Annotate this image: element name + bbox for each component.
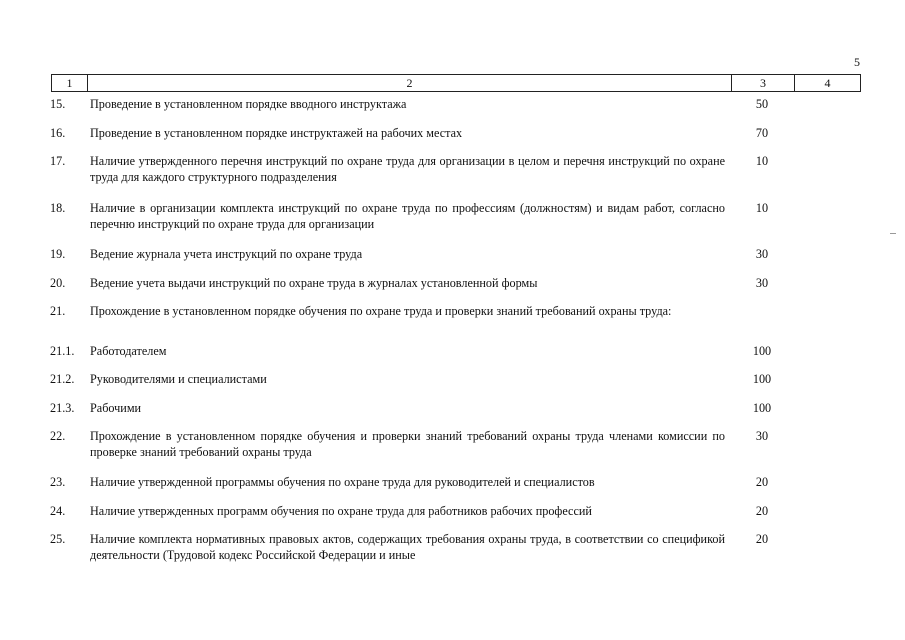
row-number: 24. bbox=[50, 504, 66, 518]
row-text: Проведение в установленном порядке вводного инструктажа bbox=[90, 97, 407, 111]
row-text: Наличие утвержденных программ обучения по охране труда для работников рабочих профессий bbox=[90, 504, 592, 518]
row-text: Наличие утвержденного перечня инструкций по охране труда для организации в целом и перечня инструкций по охране труда для каждого структурного подразделения bbox=[90, 154, 725, 184]
row-value: 30 bbox=[755, 429, 769, 443]
row-number: 17. bbox=[50, 154, 66, 168]
row-number: 21.2. bbox=[50, 372, 75, 386]
row-value: 100 bbox=[752, 344, 772, 358]
row-text: Руководителями и специалистами bbox=[90, 372, 267, 386]
row-text: Прохождение в установленном порядке обучения и проверки знаний требований охраны труда членами комиссии по проверке знаний требований охраны труда bbox=[90, 429, 725, 459]
header-col-3: 3 bbox=[732, 75, 795, 91]
row-number: 19. bbox=[50, 247, 66, 261]
row-value: 70 bbox=[755, 126, 769, 140]
row-number: 21.3. bbox=[50, 401, 75, 415]
row-value: 20 bbox=[755, 475, 769, 489]
row-value: 30 bbox=[755, 276, 769, 290]
row-value: 20 bbox=[755, 504, 769, 518]
row-number: 22. bbox=[50, 429, 66, 443]
row-text: Проведение в установленном порядке инструктажей на рабочих местах bbox=[90, 126, 463, 140]
row-text: Работодателем bbox=[90, 344, 167, 358]
header-col-1: 1 bbox=[52, 75, 88, 91]
row-number: 15. bbox=[50, 97, 66, 111]
row-number: 25. bbox=[50, 532, 66, 546]
header-col-2: 2 bbox=[88, 75, 732, 91]
row-value: 100 bbox=[752, 372, 772, 386]
row-value: 10 bbox=[755, 154, 769, 168]
table-header bbox=[51, 74, 861, 92]
row-value: 100 bbox=[752, 401, 772, 415]
row-value: 10 bbox=[755, 201, 769, 215]
row-number: 20. bbox=[50, 276, 66, 290]
header-col-4: 4 bbox=[824, 75, 831, 90]
row-number: 18. bbox=[50, 201, 66, 215]
row-text: Наличие утвержденной программы обучения по охране труда для руководителей и специалистов bbox=[90, 475, 595, 489]
row-text: Рабочими bbox=[90, 401, 142, 415]
row-number: 21. bbox=[50, 304, 66, 318]
row-number: 21.1. bbox=[50, 344, 75, 358]
row-number: 23. bbox=[50, 475, 66, 489]
row-value: 20 bbox=[755, 532, 769, 546]
page-number: 5 bbox=[854, 55, 860, 69]
row-value: 50 bbox=[755, 97, 769, 111]
scan-artifact-mark bbox=[890, 233, 896, 234]
row-number: 16. bbox=[50, 126, 66, 140]
row-text: Наличие комплекта нормативных правовых актов, содержащих требования охраны труда, в соответствии со спецификой деятельности (Трудовой кодекс Российской Федерации и иные bbox=[90, 532, 725, 562]
row-text: Ведение учета выдачи инструкций по охране труда в журналах установленной формы bbox=[90, 276, 538, 290]
row-text: Прохождение в установленном порядке обучения по охране труда и проверки знаний требований охраны труда: bbox=[90, 304, 672, 318]
row-text: Ведение журнала учета инструкций по охране труда bbox=[90, 247, 363, 261]
row-text: Наличие в организации комплекта инструкций по охране труда по профессиям (должностям) и видам работ, согласно перечню инструкций по охране труда для организации bbox=[90, 201, 725, 231]
row-value: 30 bbox=[755, 247, 769, 261]
